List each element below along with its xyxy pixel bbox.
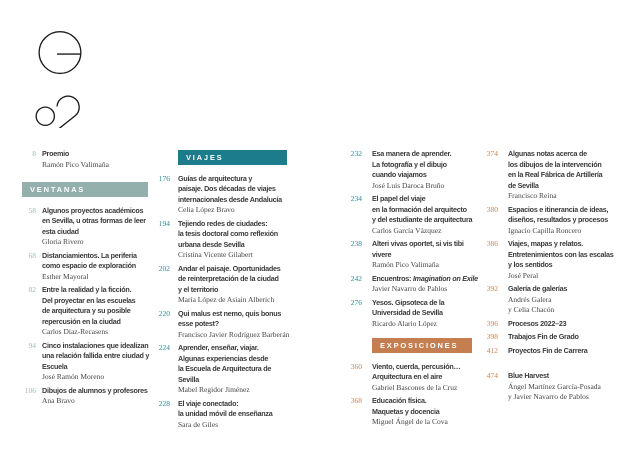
entry-title-line: diseños, resultados y procesos [508,215,608,224]
entry-body [42,341,149,383]
entry-body [372,396,448,428]
toc-entry [156,309,318,341]
entry-title-line: y del estudiante de arquitectura [372,215,473,224]
entry-author: Ramón Pico Valimaña [42,159,109,169]
entry-body [42,251,137,283]
entry-body [42,206,146,248]
entry-title-line: y el territorio [178,284,219,294]
entry-title-line: Trabajos Fin de Grado [508,332,579,341]
entry-body [42,285,135,338]
entry-author: Ricardo Alario López [372,318,437,328]
entry-body [372,194,472,236]
entry-author: Sara de Giles [178,419,218,429]
page-number: 176 [158,173,170,183]
toc-entry [482,371,634,403]
toc-entry [22,285,172,338]
entry-title-line: de reinterpretación de la ciudad [178,274,279,283]
entry-author: Francisco Reina [508,191,557,200]
page-number: 374 [486,149,498,158]
entry-title-line: y los sentidos [508,260,553,269]
toc-entry [482,319,634,330]
page-number: 386 [486,239,498,248]
spacer [482,359,634,371]
entry-title-line: Escuela [42,361,68,371]
entry-title-line: Cinco instalaciones que idealizan [42,340,149,350]
entry-title-line [372,274,478,285]
entry-title-line: la unidad móvil de enseñanza [178,409,273,418]
entry-author: Celia López Bravo [178,205,235,214]
entry-title-line: Alteri vivas oportet, si vis tibi [372,239,464,248]
entry-title-line: Procesos 2022–23 [508,318,567,328]
entry-title-text: Encuentros: [372,273,413,283]
entry-author: José Peral [508,270,539,280]
entry-author: José Ramón Moreno [42,372,105,381]
section-header-ventanas [22,182,148,197]
section-header-label: VIAJES [186,152,224,162]
entry-body [508,332,579,343]
entry-title-line: Universidad de Sevilla [372,308,443,317]
entry-author: y Celia Chacón [508,305,555,314]
entry-title-line: Viento, cuerda, percusión… [372,361,461,371]
page-number: 396 [486,318,498,328]
toc-entry [22,341,172,383]
entry-body [178,219,278,261]
page-number: 8 [32,149,36,158]
entry-author: Ana Bravo [42,396,75,405]
page-number: 82 [28,285,36,294]
entry-body [42,149,109,170]
entry-title-line: urbana desde Sevilla [178,239,245,249]
page-number: 234 [350,194,362,203]
entry-title-line: La fotografía y el dibujo [372,159,447,169]
toc-entry [156,343,318,396]
entry-author: Andrés Galera [508,294,552,304]
toc-entry [346,239,494,271]
entry-body [372,362,460,394]
entry-title-line: Espacios e itinerancia de ideas, [508,204,609,214]
entry-title-line: Galería de galerías [508,284,568,293]
page-number: 58 [28,205,36,215]
toc-column-2 [156,149,318,433]
toc-entry [22,251,172,283]
toc-entry [156,264,318,306]
page-number: 276 [350,297,362,307]
entry-body [178,343,271,396]
entry-title-line: Aprender, enseñar, viajar. [178,343,259,352]
page-number: 94 [28,340,36,350]
entry-body [508,346,588,357]
entry-title-line: Del proyectar en las escuelas [42,295,136,305]
entry-author: María López de Asiain Alberich [178,295,275,304]
entry-title-line: Entretenimientos con las escalas [508,249,614,259]
entry-title-line: Entre la realidad y la ficción. [42,285,132,294]
logo-o-circle [36,107,54,125]
section-header-exposiciones [372,338,472,353]
entry-body [508,149,602,202]
page-number: 224 [158,343,170,352]
page-number: 398 [486,332,498,341]
entry-title-line: en la formación del arquitecto [372,204,467,214]
toc-entry [482,332,634,343]
toc-entry [482,284,634,316]
section-header-viajes [178,150,287,165]
entry-title-line: Maquetas y docencia [372,406,440,416]
entry-author: Francisco Javier Rodríguez Barberán [178,329,290,339]
entry-author: Esther Mayoral [42,271,89,281]
toc-entry [346,396,494,428]
entry-title-line: Guías de arquitectura y [178,173,253,183]
page-number: 68 [28,250,36,260]
entry-body [508,371,601,403]
entry-title-line: Esa manera de aprender. [372,149,452,158]
entry-author: Mabel Regidor Jiménez [178,385,250,394]
toc-entry [156,219,318,261]
entry-title-line: Blue Harvest [508,371,549,380]
entry-author: Miguel Ángel de la Cova [372,417,448,426]
entry-body [372,239,464,271]
entry-author: Ramón Pico Valimaña [372,260,439,269]
entry-author: Gabriel Bascones de la Cruz [372,382,458,392]
entry-title-line: Distanciamientos. La periferia [42,250,137,260]
entry-title-line: paisaje. Dos décadas de viajes [178,184,276,193]
toc-entry [482,205,634,237]
entry-title-line: Andar el paisaje. Oportunidades [178,263,281,273]
g02-logo-icon [34,30,84,128]
toc-entry [346,274,494,295]
entry-title-line: Arquitectura en el aire [372,372,443,381]
toc-column-4 [482,149,634,406]
toc-entry [22,386,172,407]
entry-title-line: vivere [372,249,392,259]
page-number: 412 [486,345,498,355]
toc-entry [482,149,634,202]
toc-entry [22,149,172,170]
toc-entry [22,206,172,248]
entry-title-line: la tesis doctoral como reflexión [178,229,278,238]
entry-title-line: Qui malus est nemo, quis bonus [178,308,282,318]
logo-g-circle [39,32,81,74]
entry-title-line: los dibujos de la intervención [508,159,602,169]
entry-body [508,239,613,281]
page-number: 474 [486,371,498,380]
page-number: 220 [158,308,170,318]
entry-body [372,149,451,191]
entry-title-line: esse potest? [178,319,219,328]
entry-author: Javier Navarro de Pablos [372,284,448,293]
section-header-label: EXPOSICIONES [380,340,459,350]
toc-entry [346,362,494,394]
page-number: 242 [350,273,362,283]
entry-author: Ángel Martínez García-Posada [508,381,601,391]
entry-body [508,319,566,330]
entry-title-line: Algunos proyectos académicos [42,205,144,215]
entry-body [372,274,478,295]
entry-author: y Javier Navarro de Pablos [508,392,589,401]
toc-entry [156,399,318,431]
page-number: 392 [486,284,498,293]
entry-title-line: Proyectos Fin de Carrera [508,345,588,355]
toc-entry [346,298,494,330]
logo-2-glyph [57,96,81,128]
entry-body [508,205,608,237]
page-number: 194 [158,218,170,228]
entry-title-line: la Escuela de Arquitectura de [178,364,272,373]
entry-body [178,174,282,216]
page-number: 238 [350,239,362,248]
page-number: 360 [350,361,362,371]
entry-author: Gloria Rivero [42,237,84,246]
entry-body [178,264,280,306]
entry-body [372,298,444,330]
toc-entry [156,174,318,216]
entry-author: Carlos Diaz-Recasens [42,327,109,336]
page-number: 228 [158,398,170,408]
entry-body [42,386,148,407]
toc-entry [482,346,634,357]
entry-title-line: cuando viajamos [372,170,427,179]
entry-title-line: Educación física. [372,396,427,405]
g02-logo [34,30,84,128]
entry-author: Ignacio Capilla Roncero [508,225,582,235]
entry-title-line: Dibujos de alumnos y profesores [42,385,148,395]
entry-title-line: de Sevilla [508,180,539,190]
toc-column-3 [346,149,494,431]
entry-author: José Luis Daroca Bruño [372,180,445,190]
toc-entry [482,239,634,281]
entry-title-line: repercusión en la ciudad [42,316,121,326]
entry-body [178,399,272,431]
section-header-label: VENTANAS [30,184,86,194]
entry-body [178,309,289,341]
page-number: 106 [24,385,36,395]
entry-title-line: como espacio de exploración [42,261,136,270]
entry-author: Cristina Vicente Gilabert [178,250,253,259]
entry-title-line: Sevilla [178,374,200,384]
toc-column-1 [22,149,172,410]
page-number: 232 [350,149,362,158]
entry-title-line: Algunas notas acerca de [508,149,587,158]
page-number: 368 [350,396,362,405]
entry-title-line: El papel del viaje [372,194,426,203]
entry-title-italic: Imagination on Exile [412,273,478,283]
toc-entry [346,194,494,236]
entry-title-line: Tejiendo redes de ciudades: [178,218,268,228]
entry-title-line: Yesos. Gipsoteca de la [372,297,445,307]
entry-title-line: El viaje conectado: [178,398,239,408]
entry-title-line: en la Real Fábrica de Artillería [508,170,603,179]
entry-title-line: de arquitectura y su posible [42,306,131,315]
entry-body [508,284,567,316]
entry-title-line: en Sevilla, u otras formas de leer [42,216,146,225]
entry-title-line: esta ciudad [42,226,79,236]
entry-title-line: Viajes, mapas y relatos. [508,239,583,248]
entry-author: Carlos García Vázquez [372,225,442,235]
entry-title-line: Algunas experiencias desde [178,353,269,363]
entry-title-line: Proemio [42,149,70,158]
page-number: 202 [158,263,170,273]
entry-title-line: una relación fallida entre ciudad y [42,351,150,360]
toc-entry [346,149,494,191]
page-number: 380 [486,204,498,214]
entry-title-line: internacionales desde Andalucía [178,194,282,204]
